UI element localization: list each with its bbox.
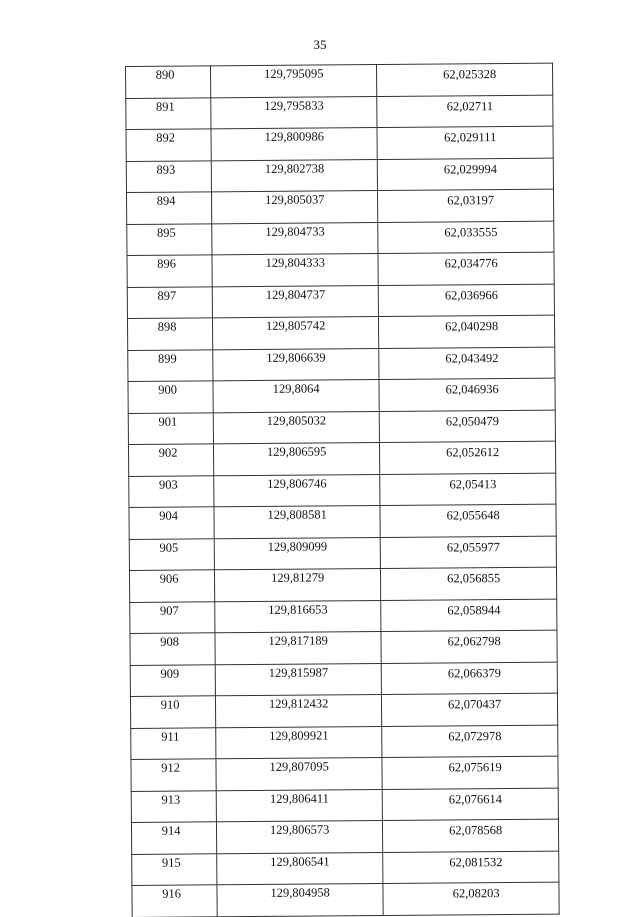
page-number: 35 [313, 37, 327, 52]
point-number-cell: 892 [126, 129, 211, 161]
point-number-cell: 907 [130, 601, 215, 633]
y-coordinate-cell: 62,02711 [377, 95, 553, 128]
y-coordinate-cell: 62,050479 [379, 410, 555, 443]
point-number-cell: 905 [129, 538, 214, 570]
y-coordinate-cell: 62,029111 [377, 126, 553, 159]
point-number-cell: 902 [128, 444, 213, 476]
x-coordinate-cell: 129,809921 [216, 726, 382, 759]
table-row [131, 725, 558, 760]
x-coordinate-cell: 129,806411 [216, 789, 382, 822]
point-number-cell: 897 [127, 286, 212, 318]
table-row [129, 504, 556, 539]
point-number-cell: 901 [128, 412, 213, 444]
coordinates-table [125, 63, 560, 917]
x-coordinate-cell: 129,804958 [217, 883, 383, 916]
y-coordinate-cell: 62,046936 [379, 378, 555, 411]
x-coordinate-cell: 129,806639 [213, 348, 379, 381]
table-row [129, 536, 556, 571]
table-row [126, 126, 553, 161]
table-row [130, 662, 557, 697]
point-number-cell: 911 [131, 727, 216, 759]
y-coordinate-cell: 62,056855 [381, 567, 557, 600]
y-coordinate-cell: 62,075619 [382, 756, 558, 789]
y-coordinate-cell: 62,040298 [379, 315, 555, 348]
y-coordinate-cell: 62,08203 [383, 882, 559, 915]
table-row [126, 158, 553, 193]
x-coordinate-cell: 129,805742 [213, 317, 379, 350]
y-coordinate-cell: 62,052612 [380, 441, 556, 474]
y-coordinate-cell: 62,076614 [382, 788, 558, 821]
point-number-cell: 903 [129, 475, 214, 507]
x-coordinate-cell: 129,815987 [215, 663, 381, 696]
table-row [128, 441, 555, 476]
point-number-cell: 893 [126, 160, 211, 192]
point-number-cell: 895 [127, 223, 212, 255]
y-coordinate-cell: 62,062798 [381, 630, 557, 663]
point-number-cell: 890 [126, 66, 211, 98]
table-row [129, 473, 556, 508]
y-coordinate-cell: 62,055648 [380, 504, 556, 537]
table-row [129, 567, 556, 602]
table-row [130, 630, 557, 665]
y-coordinate-cell: 62,03197 [378, 189, 554, 222]
point-number-cell: 898 [127, 318, 212, 350]
table-row [132, 851, 559, 886]
y-coordinate-cell: 62,081532 [383, 851, 559, 884]
point-number-cell: 896 [127, 255, 212, 287]
table-row [127, 284, 554, 319]
point-number-cell: 914 [131, 822, 216, 854]
x-coordinate-cell: 129,804737 [212, 285, 378, 318]
y-coordinate-cell: 62,05413 [380, 473, 556, 506]
table-row [132, 882, 559, 917]
point-number-cell: 891 [126, 97, 211, 129]
table-row [128, 347, 555, 382]
table-row [130, 599, 557, 634]
x-coordinate-cell: 129,795095 [211, 65, 377, 98]
x-coordinate-cell: 129,812432 [216, 695, 382, 728]
point-number-cell: 913 [131, 790, 216, 822]
y-coordinate-cell: 62,025328 [377, 63, 553, 96]
point-number-cell: 904 [129, 507, 214, 539]
point-number-cell: 908 [130, 633, 215, 665]
y-coordinate-cell: 62,055977 [380, 536, 556, 569]
y-coordinate-cell: 62,033555 [378, 221, 554, 254]
x-coordinate-cell: 129,806541 [217, 852, 383, 885]
y-coordinate-cell: 62,029994 [377, 158, 553, 191]
y-coordinate-cell: 62,043492 [379, 347, 555, 380]
table-row [126, 63, 553, 98]
x-coordinate-cell: 129,817189 [215, 632, 381, 665]
x-coordinate-cell: 129,804333 [212, 254, 378, 287]
x-coordinate-cell: 129,805037 [212, 191, 378, 224]
table-row [131, 756, 558, 791]
x-coordinate-cell: 129,81279 [215, 569, 381, 602]
x-coordinate-cell: 129,816653 [215, 600, 381, 633]
table-row [128, 410, 555, 445]
point-number-cell: 906 [129, 570, 214, 602]
y-coordinate-cell: 62,058944 [381, 599, 557, 632]
x-coordinate-cell: 129,807095 [216, 758, 382, 791]
table-row [127, 315, 554, 350]
point-number-cell: 894 [126, 192, 211, 224]
table-row [126, 189, 553, 224]
point-number-cell: 916 [132, 885, 217, 917]
table-row [131, 788, 558, 823]
y-coordinate-cell: 62,036966 [378, 284, 554, 317]
table-row [131, 819, 558, 854]
x-coordinate-cell: 129,804733 [212, 222, 378, 255]
point-number-cell: 899 [128, 349, 213, 381]
point-number-cell: 909 [130, 664, 215, 696]
table-row [128, 378, 555, 413]
y-coordinate-cell: 62,070437 [382, 693, 558, 726]
table-row [126, 95, 553, 130]
point-number-cell: 900 [128, 381, 213, 413]
x-coordinate-cell: 129,800986 [211, 128, 377, 161]
y-coordinate-cell: 62,078568 [383, 819, 559, 852]
table-row [127, 221, 554, 256]
x-coordinate-cell: 129,806595 [214, 443, 380, 476]
x-coordinate-cell: 129,806746 [214, 474, 380, 507]
y-coordinate-cell: 62,072978 [382, 725, 558, 758]
table-row [127, 252, 554, 287]
point-number-cell: 910 [130, 696, 215, 728]
x-coordinate-cell: 129,808581 [214, 506, 380, 539]
x-coordinate-cell: 129,795833 [211, 96, 377, 129]
point-number-cell: 915 [132, 853, 217, 885]
point-number-cell: 912 [131, 759, 216, 791]
x-coordinate-cell: 129,805032 [213, 411, 379, 444]
table-row [130, 693, 557, 728]
x-coordinate-cell: 129,806573 [217, 820, 383, 853]
x-coordinate-cell: 129,8064 [213, 380, 379, 413]
y-coordinate-cell: 62,034776 [378, 252, 554, 285]
coordinates-table-body [126, 63, 560, 917]
y-coordinate-cell: 62,066379 [381, 662, 557, 695]
x-coordinate-cell: 129,802738 [211, 159, 377, 192]
x-coordinate-cell: 129,809099 [214, 537, 380, 570]
